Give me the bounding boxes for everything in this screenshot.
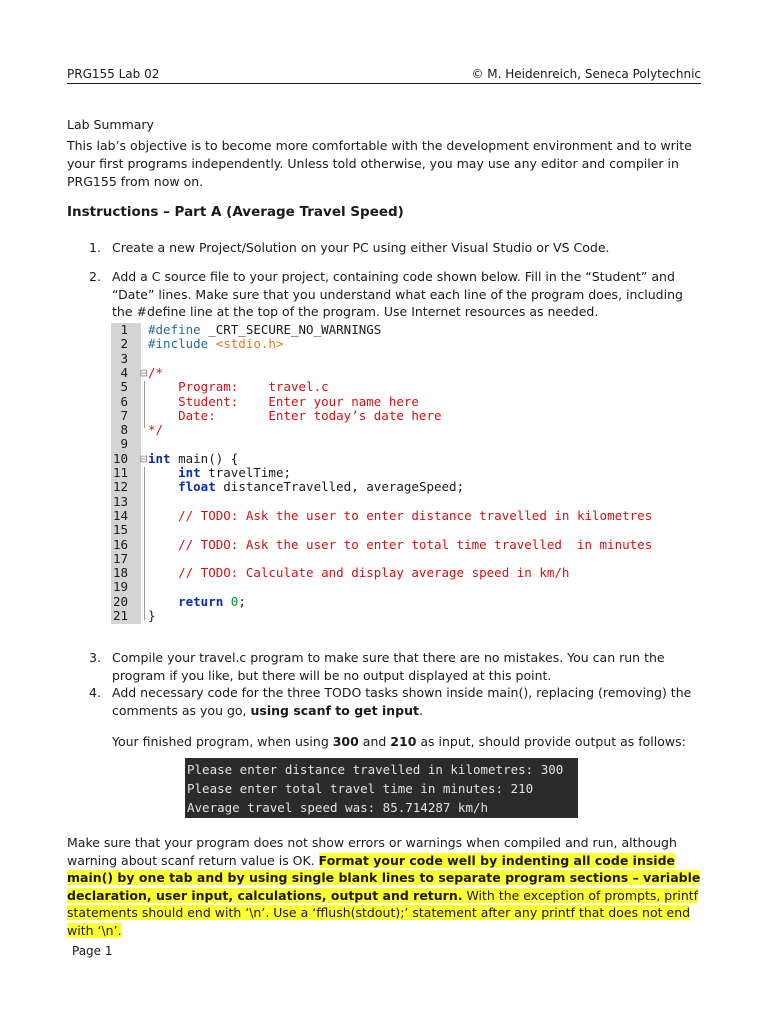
line-number: 14 [112,507,128,523]
code-text [148,538,652,552]
input-value-time: 210 [390,734,417,749]
item-number: 2. [89,269,101,284]
code-text [148,323,381,337]
code-token: /* [148,364,164,380]
item-text-bold: using scanf to get input [250,702,419,718]
line-number: 7 [120,407,128,423]
line-number: 5 [120,379,128,395]
highlighted-formatting-rule: Format your code well by indenting all code inside main() by one tab and by using single blank lines to separate program sections – variable declaration, user input, calculations, output and return. [67,852,701,903]
code-token: 0 [230,593,239,609]
code-token [223,594,231,609]
code-text [148,509,652,523]
code-token: <stdio.h> [215,336,284,352]
code-text [148,452,238,466]
lab-summary-heading: Lab Summary [67,117,154,132]
item-text: Compile your travel.c program to make sure that there are no mistakes. You can run the program if you like, but there will be no output displayed at this point. [112,650,665,683]
code-token: } [148,608,156,623]
fold-toggle-icon[interactable]: ⊟ [140,364,148,380]
instruction-item-3 [89,649,702,684]
line-number: 10 [112,450,128,466]
code-token [148,594,178,609]
item-text-end: . [418,702,423,718]
line-number: 6 [120,393,128,409]
code-token: float [178,479,216,495]
code-token: travelTime; [200,465,291,480]
instructions-heading: Instructions – Part A (Average Travel Speed) [67,204,404,220]
console-line: Average travel speed was: 85.714287 km/h [187,800,489,815]
code-text [148,423,163,437]
expected-output-intro: Your finished program, when using 300 and 210 as input, should provide output as follows: [112,734,686,749]
line-number: 4 [120,364,128,380]
copyright-notice: © M. Heidenreich, Seneca Polytechnic [471,67,701,81]
item-text: Add necessary code for the three TODO tasks shown inside main(), replacing (removing) the comments as you go, [112,685,692,718]
item-number: 1. [89,240,101,255]
code-token: main() { [170,450,239,466]
fold-toggle-icon[interactable]: ⊟ [140,450,148,466]
code-token: return [178,593,224,609]
code-token: // TODO: Calculate and display average speed in km/h [148,565,570,581]
code-token: #define [148,322,209,337]
line-number: 18 [112,565,128,581]
code-token: Date: Enter today’s date here [148,407,442,423]
code-token: _CRT_SECURE_NO_WARNINGS [208,322,382,337]
code-token: */ [148,422,164,438]
instruction-item-1 [89,239,702,257]
line-number: 21 [112,608,128,623]
highlighted-printf-rule: With the exception of prompts, printf statements should end with ‘\n’. Use a ‘fflush(stdout);’ statement after any printf that does not end with ‘\n’. [67,887,699,938]
code-text [148,366,163,380]
line-number: 17 [112,550,128,566]
line-number: 12 [112,479,128,495]
line-number: 1 [120,322,128,337]
code-token [148,465,178,480]
code-text [148,595,246,609]
line-number: 2 [120,336,128,352]
code-token: ; [238,593,246,609]
line-number: 19 [112,579,128,595]
console-line: Please enter total travel time in minutes: 210 [187,781,534,796]
code-text [148,609,156,623]
line-number: 20 [112,593,128,609]
code-token: distanceTravelled, averageSpeed; [215,479,465,495]
input-value-distance: 300 [332,734,359,749]
line-number: 15 [112,522,128,538]
item-text: Create a new Project/Solution on your PC using either Visual Studio or VS Code. [112,240,610,255]
console-output [185,758,578,818]
code-token: #include [148,336,216,352]
page-number: Page 1 [72,944,113,958]
line-number: 9 [120,436,128,452]
line-number: 16 [112,536,128,552]
code-text [148,380,329,394]
console-line: Please enter distance travelled in kilometres: 300 [187,762,564,777]
code-text [148,566,569,580]
item-number: 3. [89,650,101,665]
fold-guide-main [144,467,145,620]
code-text [148,395,419,409]
code-text [148,337,283,351]
code-token [148,479,178,494]
line-number: 3 [120,350,128,366]
code-token: // TODO: Ask the user to enter total time travelled in minutes [148,536,653,552]
course-code: PRG155 Lab 02 [67,67,160,81]
page-header [67,67,701,84]
line-number: 11 [112,465,128,480]
code-text [148,480,464,494]
line-number: 13 [112,493,128,509]
fold-guide-comment [144,381,145,428]
instruction-item-4 [89,684,702,719]
closing-paragraph [67,834,707,939]
code-text [148,466,291,480]
lab-summary-text: This lab’s objective is to become more comfortable with the development environment and to write your first programs independently. Unless told otherwise, you may use any editor and compiler in PRG155 from now on. [67,138,692,189]
code-text [148,409,442,423]
code-token: int [178,465,201,480]
closing-text: Make sure that your program does not show errors or warnings when compiled and run, although warning about scanf return value is OK. [67,835,677,868]
item-number: 4. [89,685,101,700]
code-token: Program: travel.c [148,379,329,395]
item-text: Add a C source file to your project, containing code shown below. Fill in the “Student” and “Date” lines. Make sure that you understand what each line of the program does, including the #define line at the top of the program. Use Internet resources as needed. [112,269,683,319]
code-token: // TODO: Ask the user to enter distance travelled in kilometres [148,507,653,523]
code-token: int [148,450,171,466]
line-number: 8 [120,422,128,438]
code-token: Student: Enter your name here [148,393,419,409]
instruction-item-2 [89,268,702,321]
